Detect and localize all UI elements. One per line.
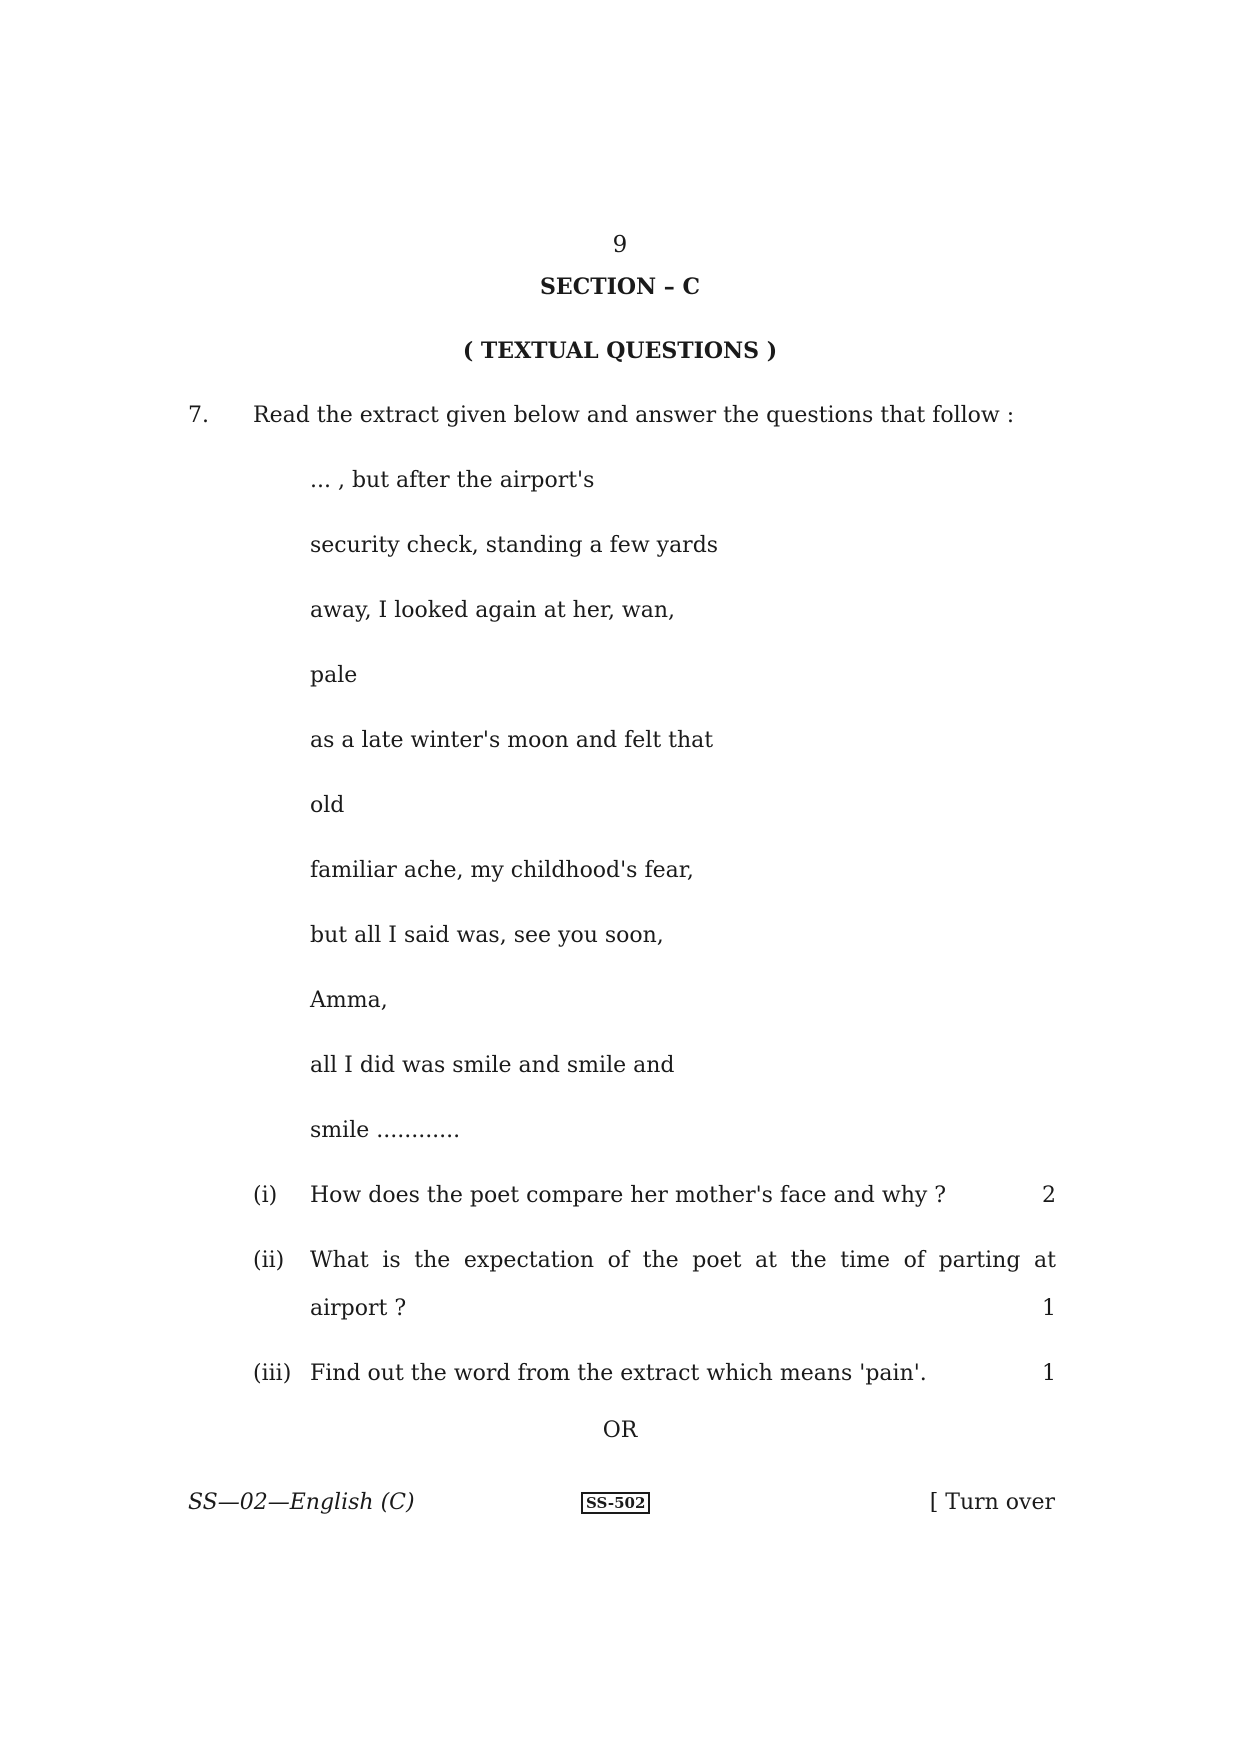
sub-question-label: (iii) [253, 1361, 292, 1386]
poem-line: familiar ache, my childhood's fear, [310, 858, 694, 883]
sub-question-label: (ii) [253, 1248, 285, 1273]
footer-code-box: SS-502 [581, 1492, 650, 1514]
poem-line: security check, standing a few yards [310, 533, 719, 558]
poem-line: old [310, 793, 345, 818]
poem-line: pale [310, 663, 358, 688]
footer-paper-code: SS—02—English (C) [188, 1490, 415, 1515]
poem-line: ... , but after the airport's [310, 468, 595, 493]
question-instruction: Read the extract given below and answer the questions that follow : [253, 403, 1015, 428]
footer-turn-over: [ Turn over [929, 1490, 1055, 1515]
section-subtitle: ( TEXTUAL QUESTIONS ) [462, 338, 778, 364]
sub-question-label: (i) [253, 1183, 278, 1208]
poem-line: away, I looked again at her, wan, [310, 598, 676, 623]
page-number: 9 [612, 232, 628, 258]
sub-question-text: Find out the word from the extract which means 'pain'. [310, 1361, 927, 1386]
sub-question-ii [253, 1248, 1056, 1328]
sub-question-text: What is the expectation of the poet at the time of parting at [310, 1248, 1056, 1273]
poem-line: smile ............ [310, 1118, 461, 1143]
poem-line: Amma, [310, 988, 388, 1013]
sub-question-text: How does the poet compare her mother's face and why ? [310, 1183, 947, 1208]
sub-question-marks: 2 [1042, 1183, 1056, 1208]
poem-line: but all I said was, see you soon, [310, 923, 664, 948]
poem-line: as a late winter's moon and felt that [310, 728, 714, 753]
or-separator: OR [602, 1418, 638, 1443]
sub-question-marks: 1 [1042, 1296, 1056, 1321]
question-number: 7. [188, 403, 209, 428]
section-title: SECTION – C [540, 274, 700, 300]
sub-question-text-continued: airport ? [310, 1296, 407, 1321]
poem-line: all I did was smile and smile and [310, 1053, 675, 1078]
sub-question-marks: 1 [1042, 1361, 1056, 1386]
